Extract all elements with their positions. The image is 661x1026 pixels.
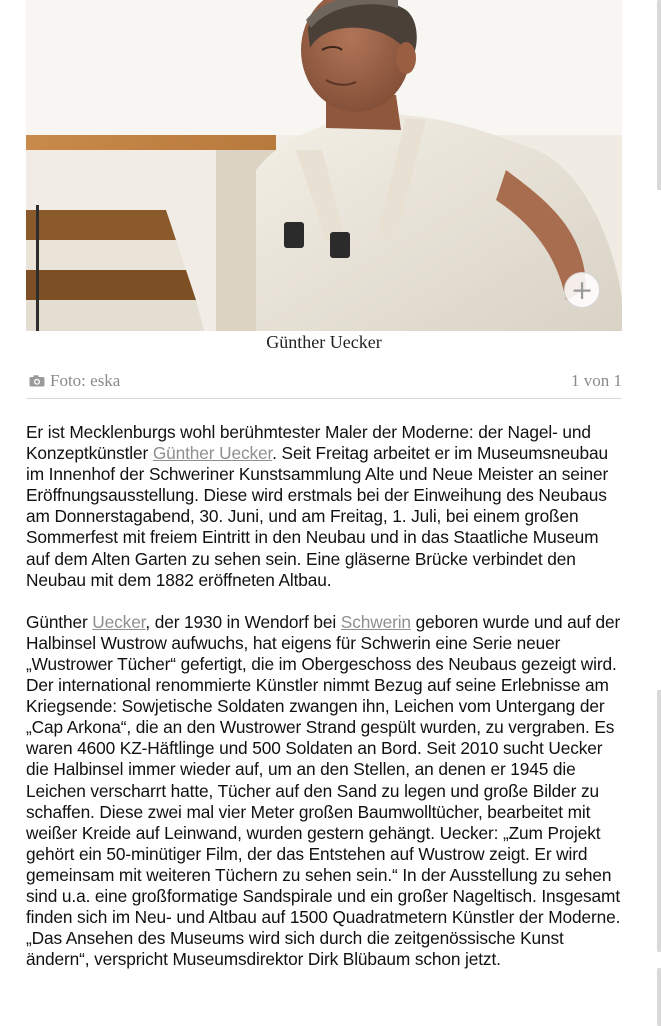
plus-icon: +	[570, 275, 594, 306]
link-guenther-uecker[interactable]: Günther Uecker	[152, 443, 273, 464]
photo-credit-text: Foto: eska	[50, 371, 121, 390]
article-body	[26, 422, 626, 991]
text-segment: geboren wurde und auf der Halbinsel Wustrow aufwuchs, hat eigens für Schwerin eine Serie neuer „Wustrower Tücher“ gefertigt, die im Obergeschoss des Neubaus gezeigt wird. Der international renommierte Künstler nimmt Bezug auf seine Erlebnisse am Kriegsende: Sowjetische Soldaten zwangen ihn, Leichen vom Untergang der „Cap Arkona“, die an den Wustrower Strand gespült wurden, zu vergraben. Es waren 4600 KZ-Häftlinge und 500 Soldaten an Bord. Seit 2010 sucht Uecker die Halbinsel immer wieder auf, um an den Stellen, an denen er 1945 die Leichen verscharrt hatte, Tücher auf den Sand zu legen und große Bilder zu schaffen. Diese zwei mal vier Meter großen Baumwolltücher, bearbeitet mit weißer Kreide auf Leinwand, wurden gestern gehängt. Uecker: „Zum Projekt gehört ein 50-minütiger Film, der das Entstehen auf Wustrow zeigt. Er wird gemeinsam mit weiteren Tüchern zu sehen sein.“ In der Ausstellung zu sehen sind u.a. eine großformatige Sandspirale und ein großer Nageltisch. Insgesamt finden sich im Neu- und Altbau auf 1500 Quadratmetern Künstler der Moderne. „Das Ansehen des Museums wird sich durch die zeitgenössische Kunst ändern“, verspricht Museumsdirektor Dirk Blübaum schon jetzt.	[26, 611, 621, 970]
link-schwerin[interactable]: Schwerin	[340, 611, 411, 632]
text-segment: . Seit Freitag arbeitet er im Museumsneubau im Innenhof der Schweriner Kunstsammlung Alte und Neue Meister an seiner Eröffnungsausstellung. Diese wird erstmals bei der Einweihung des Neubaus am Donnerstagabend, 30. Juni, und am Freitag, 1. Juli, bei einem großen Sommerfest mit freiem Eintritt in den Neubau und in das Staatliche Museum auf dem Alten Garten zu sehen sein. Eine gläserne Brücke verbindet den Neubau mit dem 1882 eröffneten Altbau.	[26, 443, 609, 590]
article-paragraph-2	[26, 612, 626, 971]
text-segment: Günther	[26, 611, 93, 632]
text-segment: Er ist Mecklenburgs wohl berühmtester Maler der Moderne: der Nagel- und Konzeptkünstler	[26, 422, 591, 464]
scroll-indicator	[657, 968, 661, 1026]
scroll-indicator	[657, 690, 661, 952]
photo-illustration	[26, 0, 622, 331]
expand-image-button[interactable]	[564, 272, 600, 308]
scroll-indicator	[657, 0, 661, 190]
article-photo[interactable]	[26, 0, 622, 331]
image-caption: Günther Uecker	[266, 332, 382, 352]
camera-icon	[29, 375, 45, 387]
article-paragraph-1	[26, 422, 626, 591]
link-uecker[interactable]: Uecker	[92, 611, 146, 632]
image-counter: 1 von 1	[571, 371, 622, 390]
image-meta-bar	[26, 370, 622, 399]
text-segment: , der 1930 in Wendorf bei	[145, 611, 341, 632]
photo-credit	[26, 370, 120, 392]
